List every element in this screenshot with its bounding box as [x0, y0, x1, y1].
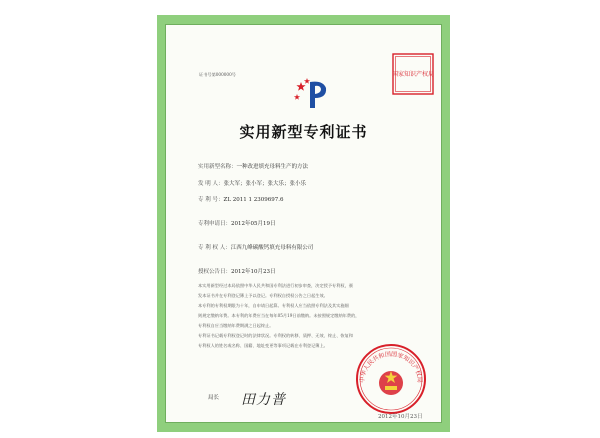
logo-star: [294, 94, 300, 100]
body-line: 专利权人的姓名或名称、国籍、地址变更等事项记载在专利登记簿上。: [198, 343, 328, 348]
body-line: 专利证书记载专利权登记时的法律状况。专利权的转移、质押、无效、终止、恢复和: [198, 333, 353, 338]
application-date-row: [198, 221, 276, 228]
patentee-value: 江西九峰碳酸钙填充母料有限公司: [230, 245, 314, 251]
stamp-text: 国家知识产权局: [391, 71, 435, 78]
body-line: 本专利的专利权期限为十年，自申请日起算。专利权人应当依照专利法及其实施细: [198, 303, 349, 308]
inventor-value: 张大军；张小军；张大乐；张小乐: [223, 181, 307, 187]
director-label: 局长: [208, 395, 220, 401]
emblem-base: [385, 386, 397, 390]
seal-date: 2012年10月23日: [378, 414, 423, 420]
patent-office-logo: [293, 74, 333, 114]
grant-date-value: 2012年10月23日: [231, 269, 276, 275]
certificate-paper: [165, 24, 442, 423]
grant-date-label: 授权公告日：: [198, 269, 232, 275]
patentee-row: [198, 245, 313, 252]
seal-text: 中华人民共和国国家知识产权局: [358, 350, 424, 384]
logo-p-mark: [310, 82, 326, 108]
inventor-label: 发 明 人：: [198, 181, 224, 187]
patent-number-row: [198, 197, 283, 204]
certificate-number: 证书号第000000号: [199, 72, 236, 77]
national-ip-office-seal: [355, 343, 427, 415]
logo-star: [296, 82, 305, 91]
application-date-value: 2012年05月19日: [231, 221, 276, 227]
utility-model-name-row: [198, 164, 308, 171]
logo-star: [304, 78, 310, 84]
patent-number-value: ZL 2011 1 2309697.6: [223, 197, 284, 203]
certificate-title: 实用新型专利证书: [239, 123, 368, 141]
director-signature: 田力普: [241, 392, 286, 408]
office-stamp: [391, 52, 435, 96]
body-line: 专利权自应当缴纳年费期满之日起终止。: [198, 323, 274, 328]
body-line: 本实用新型经过本局依照中华人民共和国专利法进行初步审查，决定授予专利权，颁: [198, 283, 353, 288]
name-label: 实用新型名称：: [198, 164, 237, 170]
certificate-frame: [157, 15, 450, 432]
body-line: 则规定缴纳年费。本专利的年费应当在每年05月19日前缴纳。未按照规定缴纳年费的，: [198, 313, 360, 318]
name-value: 一种改进填充母料生产的方法: [236, 164, 309, 170]
patentee-label: 专 利 权 人：: [198, 245, 231, 251]
patent-number-label: 专 利 号：: [198, 197, 224, 203]
body-line: 发本证书并在专利登记簿上予以登记。专利权自授权公告之日起生效。: [198, 293, 328, 298]
application-date-label: 专利申请日：: [198, 221, 232, 227]
inventor-row: [198, 181, 306, 188]
grant-date-row: [198, 269, 276, 276]
